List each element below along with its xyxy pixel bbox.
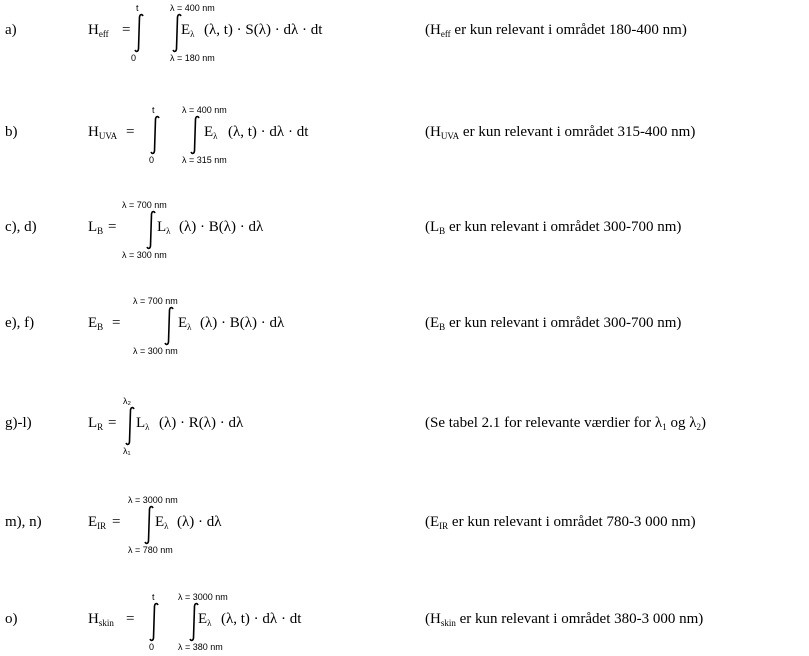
note-text: og λ — [666, 415, 697, 431]
range-note — [425, 513, 696, 535]
equals-sign: = — [112, 315, 121, 331]
note-text: er kun relevant i området 300-700 nm) — [445, 315, 682, 331]
outer-integral-sign-icon — [150, 115, 160, 155]
item-label: o) — [5, 611, 18, 627]
function-symbol: L — [136, 415, 146, 431]
formula-lhs — [88, 314, 103, 336]
lhs-subscript: UVA — [98, 131, 118, 141]
note-subscript: UVA — [440, 131, 460, 141]
function-subscript: λ — [187, 322, 192, 332]
integrand-args: (λ, t) · dλ · dt — [228, 124, 309, 140]
lhs-subscript: B — [97, 322, 104, 332]
integrand-function — [181, 21, 195, 43]
formula-lhs — [88, 610, 114, 632]
lhs-symbol: H — [88, 124, 99, 140]
range-note — [425, 314, 681, 336]
lower-limit: λ₁ — [123, 446, 131, 456]
note-text: (E — [425, 514, 440, 530]
integrand-args: (λ, t) · S(λ) · dλ · dt — [204, 22, 323, 38]
lhs-symbol: H — [88, 22, 99, 38]
function-symbol: E — [178, 315, 188, 331]
integral-sign-icon — [144, 505, 154, 545]
lhs-symbol: E — [88, 315, 98, 331]
item-label: a) — [5, 22, 17, 38]
integrand-args: (λ) · dλ — [177, 514, 222, 530]
outer-upper-limit: t — [152, 105, 155, 115]
upper-limit: λ = 700 nm — [122, 200, 167, 210]
function-subscript: λ — [190, 29, 195, 39]
lhs-subscript: skin — [98, 618, 114, 628]
function-symbol: L — [157, 219, 167, 235]
note-text: er kun relevant i området 780-3 000 nm) — [448, 514, 696, 530]
note-text: ) — [700, 415, 706, 431]
equals-sign: = — [122, 22, 131, 38]
note-subscript: eff — [440, 29, 451, 39]
lower-limit: λ = 300 nm — [122, 250, 167, 260]
upper-limit: λ = 3000 nm — [128, 495, 178, 505]
item-label: b) — [5, 124, 18, 140]
item-label: e), f) — [5, 315, 35, 331]
note-subscript: skin — [440, 618, 456, 628]
equals-sign: = — [112, 514, 121, 530]
lower-limit: λ = 315 nm — [182, 155, 227, 165]
lower-limit: λ = 300 nm — [133, 346, 178, 356]
note-text: er kun relevant i området 380-3 000 nm) — [455, 611, 704, 627]
equals-sign: = — [126, 611, 135, 627]
lower-limit: λ = 180 nm — [170, 53, 215, 63]
integral-sign-icon — [164, 306, 174, 346]
integrand-function — [136, 414, 150, 436]
note-text: er kun relevant i området 315-400 nm) — [459, 124, 696, 140]
integrand-function — [155, 513, 169, 535]
integrand-args: (λ, t) · dλ · dt — [221, 611, 302, 627]
function-symbol: E — [181, 22, 191, 38]
outer-lower-limit: 0 — [149, 155, 155, 165]
lhs-subscript: R — [97, 422, 104, 432]
note-text: (E — [425, 315, 440, 331]
integrand-function — [178, 314, 192, 336]
upper-limit: λ = 3000 nm — [178, 592, 228, 602]
integrand-args: (λ) · B(λ) · dλ — [200, 315, 285, 331]
function-symbol: E — [204, 124, 214, 140]
note-text: (H — [425, 124, 441, 140]
function-subscript: λ — [213, 131, 218, 141]
upper-limit: λ = 700 nm — [133, 296, 178, 306]
formula-lhs — [88, 218, 103, 240]
equals-sign: = — [126, 124, 135, 140]
note-text: er kun relevant i området 180-400 nm) — [450, 22, 687, 38]
note-subscript: IR — [439, 521, 449, 531]
formula-lhs — [88, 21, 109, 43]
integrand-function — [198, 610, 212, 632]
upper-limit: λ = 400 nm — [182, 105, 227, 115]
function-subscript: λ — [164, 521, 169, 531]
range-note — [425, 123, 695, 145]
lower-limit: λ = 380 nm — [178, 642, 223, 652]
note-text: (L — [425, 219, 440, 235]
note-text: (H — [425, 22, 441, 38]
integrand-function — [157, 218, 171, 240]
note-subscript: B — [439, 322, 446, 332]
lhs-subscript: B — [97, 226, 104, 236]
formula-lhs — [88, 513, 106, 535]
note-subscript: 2 — [696, 422, 701, 432]
integrand-function — [204, 123, 218, 145]
lhs-symbol: L — [88, 219, 98, 235]
equals-sign: = — [108, 219, 117, 235]
note-subscript: 1 — [662, 422, 667, 432]
lhs-symbol: H — [88, 611, 99, 627]
lower-limit: λ = 780 nm — [128, 545, 173, 555]
integral-sign-icon — [190, 115, 200, 155]
outer-integral-sign-icon — [134, 13, 144, 53]
upper-limit: λ = 400 nm — [170, 3, 215, 13]
upper-limit: λ₂ — [123, 396, 131, 406]
outer-integral-sign-icon — [149, 602, 159, 642]
note-text: er kun relevant i området 300-700 nm) — [445, 219, 682, 235]
lhs-subscript: eff — [98, 29, 109, 39]
outer-upper-limit: t — [152, 592, 155, 602]
integrand-args: (λ) · R(λ) · dλ — [159, 415, 244, 431]
note-text: (H — [425, 611, 441, 627]
formula-lhs — [88, 414, 103, 436]
lhs-subscript: IR — [97, 521, 107, 531]
function-subscript: λ — [145, 422, 150, 432]
integral-sign-icon — [125, 406, 135, 446]
range-note — [425, 610, 703, 632]
lhs-symbol: E — [88, 514, 98, 530]
function-subscript: λ — [166, 226, 171, 236]
outer-lower-limit: 0 — [131, 53, 137, 63]
item-label: g)-l) — [5, 415, 32, 431]
function-subscript: λ — [207, 618, 212, 628]
item-label: m), n) — [5, 514, 42, 530]
outer-lower-limit: 0 — [149, 642, 155, 652]
equals-sign: = — [108, 415, 117, 431]
range-note — [425, 21, 687, 43]
integral-sign-icon — [146, 210, 156, 250]
function-symbol: E — [198, 611, 208, 627]
function-symbol: E — [155, 514, 165, 530]
lhs-symbol: L — [88, 415, 98, 431]
note-text: (Se tabel 2.1 for relevante værdier for λ — [425, 415, 663, 431]
integrand-args: (λ) · B(λ) · dλ — [179, 219, 264, 235]
outer-upper-limit: t — [136, 3, 139, 13]
range-note — [425, 414, 706, 436]
range-note — [425, 218, 681, 240]
item-label: c), d) — [5, 219, 37, 235]
note-subscript: B — [439, 226, 446, 236]
formula-lhs — [88, 123, 117, 145]
